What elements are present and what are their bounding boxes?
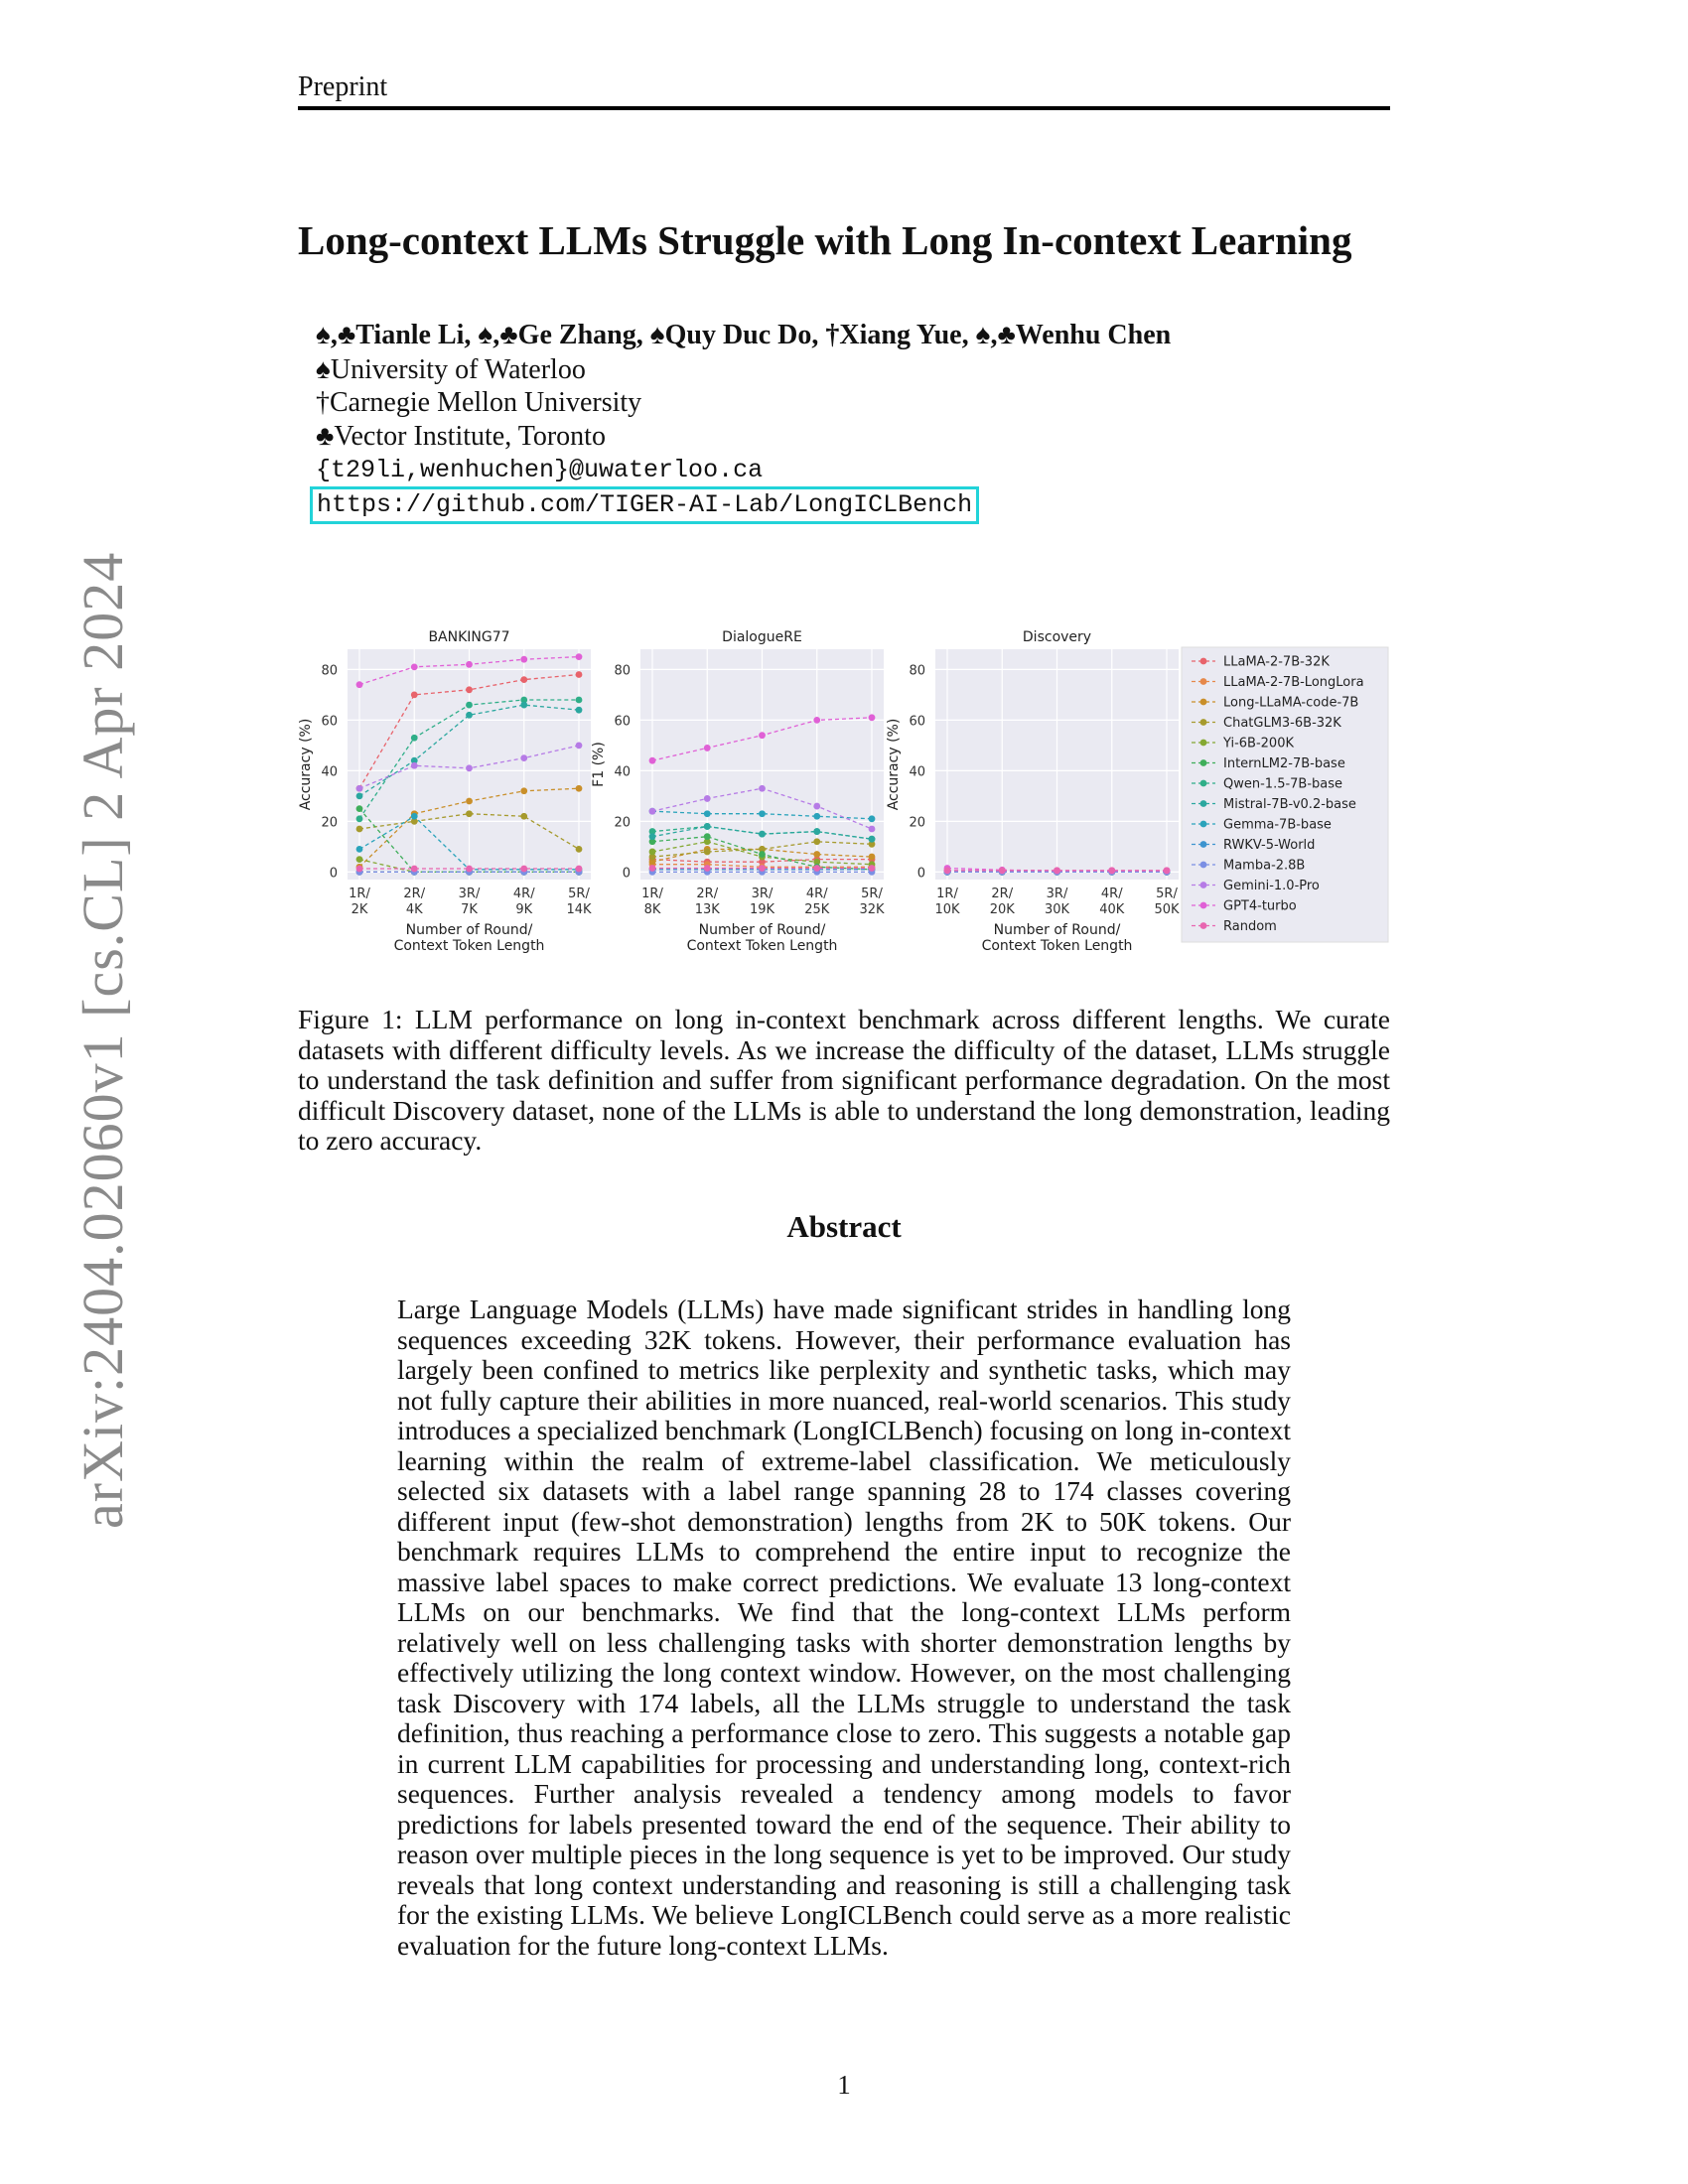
data-point xyxy=(813,838,820,845)
x-tick-label: 3R/ xyxy=(458,887,481,901)
paper-title: Long-context LLMs Struggle with Long In-context Learning xyxy=(298,217,1352,263)
legend-swatch-marker xyxy=(1200,882,1207,888)
page-number: 1 xyxy=(837,2070,851,2100)
data-point xyxy=(466,798,473,805)
data-point xyxy=(520,754,527,761)
data-point xyxy=(1054,867,1060,874)
x-tick-label: 2R/ xyxy=(403,887,426,901)
data-point xyxy=(520,787,527,794)
x-tick-label: 2R/ xyxy=(991,887,1014,901)
y-tick-label: 80 xyxy=(909,663,925,679)
y-axis-label: Accuracy (%) xyxy=(886,718,902,811)
x-tick-label: 10K xyxy=(934,902,960,917)
x-axis-label: Context Token Length xyxy=(981,938,1133,954)
data-point xyxy=(999,867,1006,874)
data-point xyxy=(759,851,766,858)
data-point xyxy=(411,691,418,698)
legend-label: GPT4-turbo xyxy=(1223,898,1297,914)
x-tick-label: 2K xyxy=(351,902,368,917)
data-point xyxy=(576,866,583,873)
data-point xyxy=(520,656,527,663)
data-point xyxy=(356,846,363,853)
x-axis-label: Context Token Length xyxy=(393,938,545,954)
data-point xyxy=(869,815,876,822)
header-rule xyxy=(298,106,1390,110)
x-tick-label: 3R/ xyxy=(1046,887,1068,901)
legend-swatch-marker xyxy=(1200,800,1207,807)
data-point xyxy=(576,653,583,660)
x-tick-label: 4R/ xyxy=(1100,887,1123,901)
figure-1 xyxy=(298,625,1400,983)
data-point xyxy=(411,663,418,670)
data-point xyxy=(704,810,711,817)
data-point xyxy=(411,735,418,742)
data-point xyxy=(576,742,583,749)
data-point xyxy=(649,849,656,856)
data-point xyxy=(576,707,583,714)
abstract-body: Large Language Models (LLMs) have made significant strides in handling long sequences exceeding 32K tokens. However, their performance evaluation has largely been confined to metrics like perplexity and synthetic tasks, which may not fully capture their abilities in more nuanced, real-world scenarios. This study introduces a specialized benchmark (LongICLBench) focusing on long in-context learning within the realm of extreme-label classification. We meticulously selected six datasets with a label range spanning 28 to 174 classes covering different input (few-shot demonstration) lengths from 2K to 50K tokens. Our benchmark requires LLMs to comprehend the entire input to recognize the massive label spaces to make correct predictions. We evaluate 13 long-context LLMs on our benchmarks. We find that the long-context LLMs perform relatively well on less challenging tasks with shorter demonstration lengths by effectively utilizing the long context window. However, on the most challenging task Discovery with 174 labels, all the LLMs struggle to understand the task definition, thus reaching a performance close to zero. This suggests a notable gap in current LLM capabilities for processing and understanding long, context-rich sequences. Further analysis revealed a tendency among models to favor predictions for labels presented toward the end of the sequence. Their ability to reason over multiple pieces in the long sequence is yet to be improved. Our study reveals that long context understanding and reasoning is still a challenging task for the existing LLMs. We believe LongICLBench could serve as a more realistic evaluation for the future long-context LLMs. xyxy=(397,1294,1291,1961)
data-point xyxy=(411,866,418,873)
data-point xyxy=(576,697,583,704)
legend-label: Mistral-7B-v0.2-base xyxy=(1223,797,1356,812)
data-point xyxy=(356,785,363,792)
data-point xyxy=(356,681,363,688)
author-list: ♠,♣Tianle Li, ♠,♣Ge Zhang, ♠Quy Duc Do, †Xiang Yue, ♠,♣Wenhu Chen xyxy=(316,320,1172,350)
y-tick-label: 40 xyxy=(909,764,925,780)
x-tick-label: 4K xyxy=(405,902,423,917)
arxiv-stamp: arXiv:2404.02060v1 [cs.CL] 2 Apr 2024 xyxy=(70,551,135,1529)
x-tick-label: 2R/ xyxy=(696,887,719,901)
data-point xyxy=(813,717,820,724)
figure-caption: Figure 1: LLM performance on long in-context benchmark across different lengths. We curate datasets with different difficulty levels. As we increase the difficulty of the dataset, LLMs struggle to understand the task definition and suffer from significant performance degradation. On the most difficult Discovery dataset, none of the LLMs is able to understand the long demonstration, leading to zero accuracy. xyxy=(298,1004,1390,1156)
data-point xyxy=(466,764,473,771)
data-point xyxy=(411,813,418,820)
x-tick-label: 1R/ xyxy=(641,887,663,901)
y-tick-label: 20 xyxy=(909,815,925,831)
legend-label: Gemma-7B-base xyxy=(1223,817,1332,833)
affiliation-vector: ♣Vector Institute, Toronto xyxy=(316,421,606,452)
y-tick-label: 60 xyxy=(321,714,338,730)
panel-title: DialogueRE xyxy=(722,629,802,645)
x-tick-label: 5R/ xyxy=(861,887,883,901)
x-tick-label: 4R/ xyxy=(805,887,828,901)
x-tick-label: 14K xyxy=(566,902,592,917)
legend-label: InternLM2-7B-base xyxy=(1223,756,1345,771)
x-tick-label: 8K xyxy=(643,902,661,917)
x-tick-label: 50K xyxy=(1154,902,1180,917)
data-point xyxy=(649,757,656,764)
data-point xyxy=(649,833,656,840)
data-point xyxy=(704,865,711,872)
data-point xyxy=(704,823,711,830)
x-tick-label: 7K xyxy=(461,902,478,917)
data-point xyxy=(944,867,951,874)
contact-email[interactable]: {t29li,wenhuchen}@uwaterloo.ca xyxy=(316,456,764,484)
legend-swatch-marker xyxy=(1200,922,1207,929)
data-point xyxy=(813,828,820,835)
y-tick-label: 0 xyxy=(916,866,925,882)
y-tick-label: 20 xyxy=(614,815,631,831)
data-point xyxy=(411,762,418,769)
x-tick-label: 40K xyxy=(1099,902,1125,917)
data-point xyxy=(356,805,363,812)
data-point xyxy=(813,813,820,820)
x-tick-label: 13K xyxy=(694,902,720,917)
data-point xyxy=(576,785,583,792)
x-tick-label: 5R/ xyxy=(1156,887,1178,901)
data-point xyxy=(520,676,527,683)
legend-box xyxy=(1182,647,1388,942)
data-point xyxy=(759,785,766,792)
y-tick-label: 0 xyxy=(622,866,631,882)
data-point xyxy=(649,865,656,872)
legend-label: LLaMA-2-7B-32K xyxy=(1223,654,1330,670)
data-point xyxy=(466,712,473,719)
legend-label: RWKV-5-World xyxy=(1223,838,1316,853)
legend-swatch-marker xyxy=(1200,699,1207,706)
legend-label: Random xyxy=(1223,919,1277,934)
x-tick-label: 3R/ xyxy=(751,887,774,901)
data-point xyxy=(466,686,473,693)
panel-title: Discovery xyxy=(1022,629,1092,645)
data-point xyxy=(466,866,473,873)
x-tick-label: 1R/ xyxy=(349,887,370,901)
data-point xyxy=(813,803,820,810)
x-axis-label: Context Token Length xyxy=(686,938,838,954)
legend-label: Qwen-1.5-7B-base xyxy=(1223,776,1343,792)
x-tick-label: 32K xyxy=(859,902,885,917)
data-point xyxy=(869,854,876,861)
legend-swatch-marker xyxy=(1200,719,1207,726)
x-tick-label: 4R/ xyxy=(512,887,535,901)
x-tick-label: 5R/ xyxy=(568,887,590,901)
data-point xyxy=(356,792,363,799)
legend-swatch-marker xyxy=(1200,862,1207,869)
data-point xyxy=(813,851,820,858)
legend-swatch-marker xyxy=(1200,658,1207,665)
abstract-heading: Abstract xyxy=(786,1209,902,1244)
figure-1-chart xyxy=(298,625,1400,983)
x-tick-label: 25K xyxy=(804,902,830,917)
y-axis-label: F1 (%) xyxy=(591,742,607,787)
data-point xyxy=(576,671,583,678)
running-header: Preprint xyxy=(298,71,388,102)
legend-swatch-marker xyxy=(1200,902,1207,909)
x-axis-label: Number of Round/ xyxy=(405,922,533,938)
data-point xyxy=(466,810,473,817)
data-point xyxy=(356,826,363,833)
x-axis-label: Number of Round/ xyxy=(698,922,826,938)
affiliation-waterloo: ♠University of Waterloo xyxy=(316,354,586,385)
data-point xyxy=(1108,867,1115,874)
data-point xyxy=(466,702,473,709)
data-point xyxy=(869,714,876,721)
x-tick-label: 9K xyxy=(515,902,533,917)
y-tick-label: 60 xyxy=(909,714,925,730)
legend-label: Gemini-1.0-Pro xyxy=(1223,879,1320,893)
legend-swatch-marker xyxy=(1200,780,1207,787)
legend-swatch-marker xyxy=(1200,821,1207,828)
legend-label: Mamba-2.8B xyxy=(1223,858,1306,874)
y-axis-label: Accuracy (%) xyxy=(298,718,314,811)
x-tick-label: 20K xyxy=(989,902,1015,917)
data-point xyxy=(869,865,876,872)
y-tick-label: 80 xyxy=(614,663,631,679)
x-tick-label: 30K xyxy=(1044,902,1070,917)
legend-swatch-marker xyxy=(1200,678,1207,685)
x-axis-label: Number of Round/ xyxy=(993,922,1121,938)
y-tick-label: 60 xyxy=(614,714,631,730)
data-point xyxy=(704,833,711,840)
x-tick-label: 1R/ xyxy=(936,887,958,901)
data-point xyxy=(759,865,766,872)
data-point xyxy=(869,826,876,833)
legend-swatch-marker xyxy=(1200,740,1207,747)
y-tick-label: 40 xyxy=(614,764,631,780)
data-point xyxy=(356,815,363,822)
legend-swatch-marker xyxy=(1200,759,1207,766)
data-point xyxy=(356,866,363,873)
x-tick-label: 19K xyxy=(749,902,775,917)
data-point xyxy=(649,808,656,815)
data-point xyxy=(759,831,766,838)
data-point xyxy=(520,866,527,873)
panel-title: BANKING77 xyxy=(428,629,510,645)
data-point xyxy=(466,661,473,668)
y-tick-label: 40 xyxy=(321,764,338,780)
data-point xyxy=(759,810,766,817)
affiliation-cmu: †Carnegie Mellon University xyxy=(316,387,642,418)
data-point xyxy=(869,836,876,843)
data-point xyxy=(576,846,583,853)
legend-swatch-marker xyxy=(1200,841,1207,848)
data-point xyxy=(1164,867,1171,874)
legend-label: Long-LLaMA-code-7B xyxy=(1223,695,1359,711)
data-point xyxy=(704,795,711,802)
legend-label: LLaMA-2-7B-LongLora xyxy=(1223,675,1364,690)
legend-label: ChatGLM3-6B-32K xyxy=(1223,716,1341,731)
y-tick-label: 0 xyxy=(329,866,338,882)
data-point xyxy=(813,865,820,872)
y-tick-label: 20 xyxy=(321,815,338,831)
data-point xyxy=(704,849,711,856)
data-point xyxy=(520,813,527,820)
data-point xyxy=(704,745,711,751)
data-point xyxy=(759,732,766,739)
y-tick-label: 80 xyxy=(321,663,338,679)
repo-link[interactable]: https://github.com/TIGER-AI-Lab/LongICLBench xyxy=(310,486,979,524)
legend-label: Yi-6B-200K xyxy=(1223,736,1294,751)
data-point xyxy=(520,702,527,709)
data-point xyxy=(356,856,363,863)
